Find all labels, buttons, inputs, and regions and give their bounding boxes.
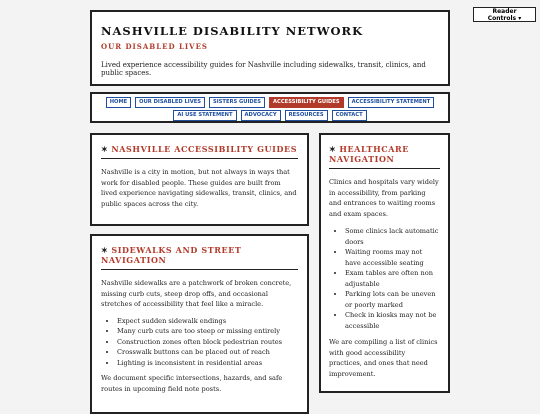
nav-contact[interactable]: CONTACT <box>332 110 367 121</box>
card-outro: We are compiling a list of clinics with good accessibility practices, and ones that need improvement. <box>329 338 438 378</box>
nav-row-1 <box>92 97 448 108</box>
card-heading <box>101 144 298 159</box>
nav-accessibility-statement[interactable]: ACCESSIBILITY STATEMENT <box>348 97 435 108</box>
nav-ai-use-statement[interactable]: AI USE STATEMENT <box>173 110 236 121</box>
nav-accessibility-guides[interactable]: ACCESSIBILITY GUIDES <box>269 97 344 108</box>
nav-resources[interactable]: RESOURCES <box>285 110 328 121</box>
nav-our-disabled-lives[interactable]: OUR DISABLED LIVES <box>135 97 205 108</box>
card-intro: Clinics and hospitals vary widely in accessibility, from parking and entrances to waiting rooms and exam spaces. <box>329 178 439 218</box>
sidewalks-card <box>90 234 309 414</box>
card-heading <box>329 144 440 169</box>
list-item: • Expect sudden sidewalk endings <box>117 316 298 327</box>
main-nav <box>90 92 450 123</box>
list-item: • Many curb cuts are too steep or missing entirely <box>117 326 298 337</box>
healthcare-card <box>319 133 450 393</box>
star-icon: ✶ <box>329 144 337 154</box>
site-title: NASHVILLE DISABILITY NETWORK <box>101 24 364 38</box>
nav-home[interactable]: HOME <box>106 97 131 108</box>
clinic-issue-list <box>329 226 440 331</box>
card-body: Nashville is a city in motion, but not always in ways that work for disabled people. These guides are built from lived experience navigating sidewalks, transit, clinics, and public spaces across the city. <box>101 168 297 208</box>
site-subtitle: OUR DISABLED LIVES <box>101 42 208 51</box>
list-item: • Some clinics lack automatic doors <box>345 226 440 247</box>
star-icon: ✶ <box>101 144 109 154</box>
nav-sisters-guides[interactable]: SISTERS GUIDES <box>209 97 265 108</box>
list-item: • Construction zones often block pedestrian routes <box>117 337 298 348</box>
sidewalk-hazard-list <box>101 316 298 369</box>
list-item: • Exam tables are often non adjustable <box>345 268 440 289</box>
star-icon: ✶ <box>101 245 109 255</box>
card-title: HEALTHCARE NAVIGATION <box>329 144 409 164</box>
nav-advocacy[interactable]: ADVOCACY <box>241 110 281 121</box>
list-item: • Crosswalk buttons can be placed out of reach <box>117 347 298 358</box>
card-title: SIDEWALKS AND STREET NAVIGATION <box>101 245 242 265</box>
card-outro: We document specific intersections, hazards, and safe routes in upcoming field note posts. <box>101 374 283 393</box>
list-item: • Waiting rooms may not have accessible seating <box>345 247 440 268</box>
card-heading <box>101 245 298 270</box>
site-header <box>90 10 450 86</box>
list-item: • Check in kiosks may not be accessible <box>345 310 440 331</box>
reader-controls-button[interactable]: Reader Controls ▾ <box>473 7 536 22</box>
card-title: NASHVILLE ACCESSIBILITY GUIDES <box>111 144 298 154</box>
site-description: Lived experience accessibility guides for Nashville including sidewalks, transit, clinics, and public spaces. <box>101 61 426 77</box>
card-intro: Nashville sidewalks are a patchwork of broken concrete, missing curb cuts, steep drop offs, and occasional stretches of accessibility that feel like a miracle. <box>101 279 292 308</box>
list-item: • Parking lots can be uneven or poorly marked <box>345 289 440 310</box>
list-item: • Lighting is inconsistent in residential areas <box>117 358 298 369</box>
accessibility-guides-card <box>90 133 309 226</box>
nav-row-2 <box>92 110 448 121</box>
